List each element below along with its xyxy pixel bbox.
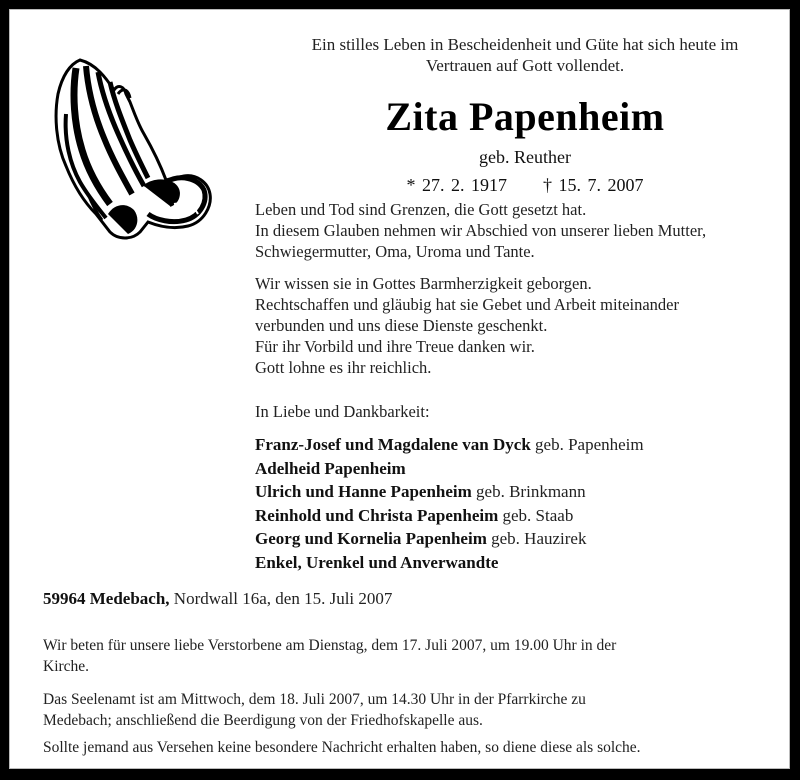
mourner-names: Franz-Josef und Magdalene van Dyck — [255, 435, 531, 454]
mourner-row — [255, 480, 795, 504]
intro-line-2: Vertrauen auf Gott vollendet. — [425, 56, 625, 75]
intro-line-1: Ein stilles Leben in Bescheidenheit und Güte hat sich heute im — [311, 35, 739, 54]
mourner-row — [255, 551, 795, 575]
place-city: 59964 Medebach, — [43, 589, 170, 608]
birth-date: * 27. 2. 1917 — [406, 175, 507, 195]
mourner-note: geb. Hauzirek — [486, 529, 587, 548]
place-address-date: Nordwall 16a, den 15. Juli 2007 — [169, 589, 393, 608]
mourner-names: Enkel, Urenkel und Anverwandte — [255, 552, 499, 572]
mourner-names: Adelheid Papenheim — [255, 458, 406, 478]
text-line: Das Seelenamt ist am Mittwoch, dem 18. Juli 2007, um 14.30 Uhr in der Pfarrkirche zu — [43, 691, 586, 708]
maiden-name: geb. Reuther — [479, 147, 571, 167]
text-line: Sollte jemand aus Versehen keine besondere Nachricht erhalten haben, so diene diese als solche. — [43, 739, 641, 756]
praying-hands-icon — [48, 54, 214, 244]
mourner-row — [255, 527, 795, 551]
mourner-note: geb. Staab — [498, 505, 574, 525]
text-line: Medebach; anschließend die Beerdigung von der Friedhofskapelle aus. — [43, 712, 483, 729]
prayer-notice — [43, 635, 783, 677]
mourner-note: geb. Brinkmann — [471, 482, 586, 501]
mourner-names: Ulrich und Hanne Papenheim — [255, 482, 472, 501]
text-line: Leben und Tod sind Grenzen, die Gott gesetzt hat. — [255, 200, 587, 219]
text-line: Schwiegermutter, Oma, Uroma und Tante. — [255, 242, 535, 261]
place-and-date — [43, 588, 783, 609]
text-line: In diesem Glauben nehmen wir Abschied von unserer lieben Mutter, — [255, 221, 707, 240]
text-line: Rechtschaffen und gläubig hat sie Gebet und Arbeit miteinander — [255, 295, 679, 314]
closing-line: In Liebe und Dankbarkeit: — [255, 402, 430, 421]
mourner-note: geb. Papenheim — [530, 435, 644, 454]
text-line: Wir wissen sie in Gottes Barmherzigkeit geborgen. — [255, 274, 592, 293]
mourner-names: Reinhold und Christa Papenheim — [255, 505, 499, 525]
disclaimer-notice — [43, 737, 783, 758]
requiem-notice — [43, 689, 783, 731]
text-block-2 — [255, 273, 795, 378]
life-dates — [280, 174, 770, 196]
text-line: Kirche. — [43, 658, 90, 675]
mourner-row — [255, 457, 795, 481]
text-line: Wir beten für unsere liebe Verstorbene am Dienstag, dem 17. Juli 2007, um 19.00 Uhr in der — [43, 637, 617, 654]
text-block-1 — [255, 199, 795, 262]
mourners-list — [255, 433, 795, 574]
deceased-name: Zita Papenheim — [385, 94, 665, 139]
text-line: Für ihr Vorbild und ihre Treue danken wir. — [255, 337, 535, 356]
mourner-row — [255, 433, 795, 457]
obituary-notice — [9, 9, 790, 769]
text-line: verbunden und uns diese Dienste geschenkt. — [255, 316, 548, 335]
mourner-names: Georg und Kornelia Papenheim — [255, 529, 487, 548]
death-date: † 15. 7. 2007 — [543, 175, 644, 195]
text-line: Gott lohne es ihr reichlich. — [255, 358, 432, 377]
mourner-row — [255, 504, 795, 528]
intro-verse — [280, 34, 770, 76]
